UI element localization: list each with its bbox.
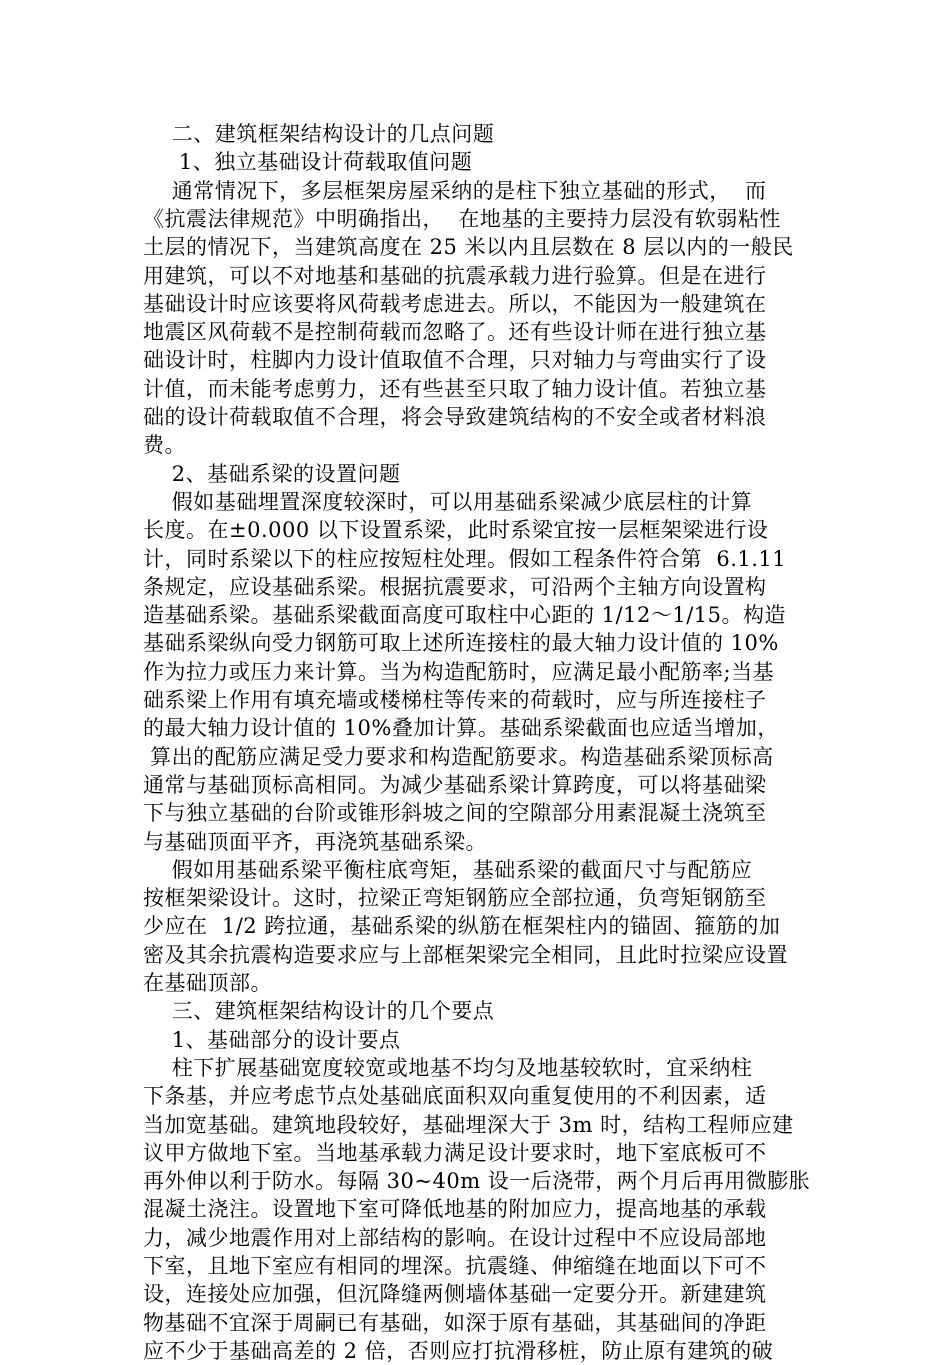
text-line: 长度。在±0.000 以下设置系梁，此时系梁宜按一层框架梁进行设 [143, 518, 769, 543]
text-line: 力，减少地震作用对上部结构的影响。在设计过程中不应设局部地 [143, 1225, 767, 1250]
text-line: 议甲方做地下室。当地基承载力满足设计要求时，地下室底板可不 [143, 1140, 767, 1165]
text-line: 少应在 1/2 跨拉通，基础系梁的纵筋在框架柱内的锚固、箍筋的加 [143, 914, 781, 939]
text-line: 基础系梁纵向受力钢筋可取上述所连接柱的最大轴力设计值的 10% [143, 631, 779, 656]
text-line: 在基础顶部。 [143, 971, 272, 995]
text-line: 与基础顶面平齐，再浇筑基础系梁。 [143, 829, 487, 854]
text-line: 下与独立基础的台阶或锥形斜坡之间的空隙部分用素混凝土浇筑至 [143, 801, 767, 826]
text-line: 作为拉力或压力来计算。当为构造配筋时，应满足最小配筋率;当基 [143, 659, 775, 684]
text-line: 条规定，应设基础系梁。根据抗震要求，可沿两个主轴方向设置构 [143, 574, 767, 599]
text-line: 用建筑，可以不对地基和基础的抗震承载力进行验算。但是在进行 [143, 263, 767, 288]
text-line: 础设计时，柱脚内力设计值取值不合理，只对轴力与弯曲实行了设 [143, 348, 767, 373]
text-line: 下条基，并应考虑节点处基础底面积双向重复使用的不利因素，适 [143, 1084, 767, 1109]
text-line: 1、独立基础设计荷载取值问题 [143, 150, 473, 175]
text-line: 《抗震法律规范》中明确指出， 在地基的主要持力层没有软弱粘性 [143, 206, 781, 231]
text-line: 假如基础埋置深度较深时，可以用基础系梁减少底层柱的计算 [143, 489, 753, 514]
text-line: 设，连接处应加强，但沉降缝两侧墙体基础一定要分开。新建建筑 [143, 1282, 767, 1307]
text-line: 下室，且地下室应有相同的埋深。抗震缝、伸缩缝在地面以下可不 [143, 1254, 767, 1278]
text-line: 础的设计荷载取值不合理，将会导致建筑结构的不安全或者材料浪 [143, 405, 767, 429]
text-line: 按框架梁设计。这时，拉梁正弯矩钢筋应全部拉通，负弯矩钢筋至 [143, 886, 767, 911]
text-line: 土层的情况下，当建筑高度在 25 米以内且层数在 8 层以内的一般民 [143, 235, 794, 260]
text-line: 当加宽基础。建筑地段较好，基础埋深大于 3m 时，结构工程师应建 [143, 1112, 794, 1137]
text-line: 费。 [143, 433, 186, 458]
text-line: 的最大轴力设计值的 10%叠加计算。基础系梁截面也应适当增加， [143, 716, 779, 741]
text-line: 造基础系梁。基础系梁截面高度可取柱中心距的 1/12～1/15。构造 [143, 603, 786, 628]
text-line: 再外伸以利于防水。每隔 30~40m 设一后浇带，两个月后再用微膨胀 [143, 1169, 811, 1194]
text-line: 2、基础系梁的设置问题 [143, 461, 401, 486]
text-line: 柱下扩展基础宽度较宽或地基不均匀及地基较软时，宜采纳柱 [143, 1055, 753, 1080]
text-line: 密及其余抗震构造要求应与上部框架梁完全相同，且此时拉梁应设置 [143, 942, 788, 967]
text-line: 础系梁上作用有填充墙或楼梯柱等传来的荷载时，应与所连接柱子 [143, 688, 767, 712]
text-line: 基础设计时应该要将风荷载考虑进去。所以，不能因为一般建筑在 [143, 291, 767, 316]
text-line: 地震区风荷载不是控制荷载而忽略了。还有些设计师在进行独立基 [143, 320, 767, 345]
text-line: 1、基础部分的设计要点 [143, 1027, 401, 1052]
text-line: 物基础不宜深于周嗣已有基础，如深于原有基础，其基础间的净距 [143, 1310, 767, 1335]
text-line: 通常情况下，多层框架房屋采纳的是柱下独立基础的形式， 而 [143, 178, 767, 203]
text-line: 算出的配筋应满足受力要求和构造配筋要求。构造基础系梁顶标高 [143, 744, 774, 769]
text-line: 计值，而未能考虑剪力，还有些甚至只取了轴力设计值。若独立基 [143, 376, 767, 401]
text-line: 混凝土浇注。设置地下室可降低地基的附加应力，提高地基的承载 [143, 1197, 767, 1222]
text-line: 假如用基础系梁平衡柱底弯矩，基础系梁的截面尺寸与配筋应 [143, 857, 753, 882]
text-line: 应不少于基础高差的 2 倍，否则应打抗滑移桩，防止原有建筑的破 [143, 1338, 774, 1363]
text-line: 三、建筑框架结构设计的几个要点 [143, 999, 495, 1024]
text-line: 计，同时系梁以下的柱应按短柱处理。假如工程条件符合第 6.1.11 [143, 546, 787, 571]
text-line: 通常与基础顶标高相同。为减少基础系梁计算跨度，可以将基础梁 [143, 772, 767, 797]
text-line: 二、建筑框架结构设计的几点问题 [143, 122, 495, 146]
